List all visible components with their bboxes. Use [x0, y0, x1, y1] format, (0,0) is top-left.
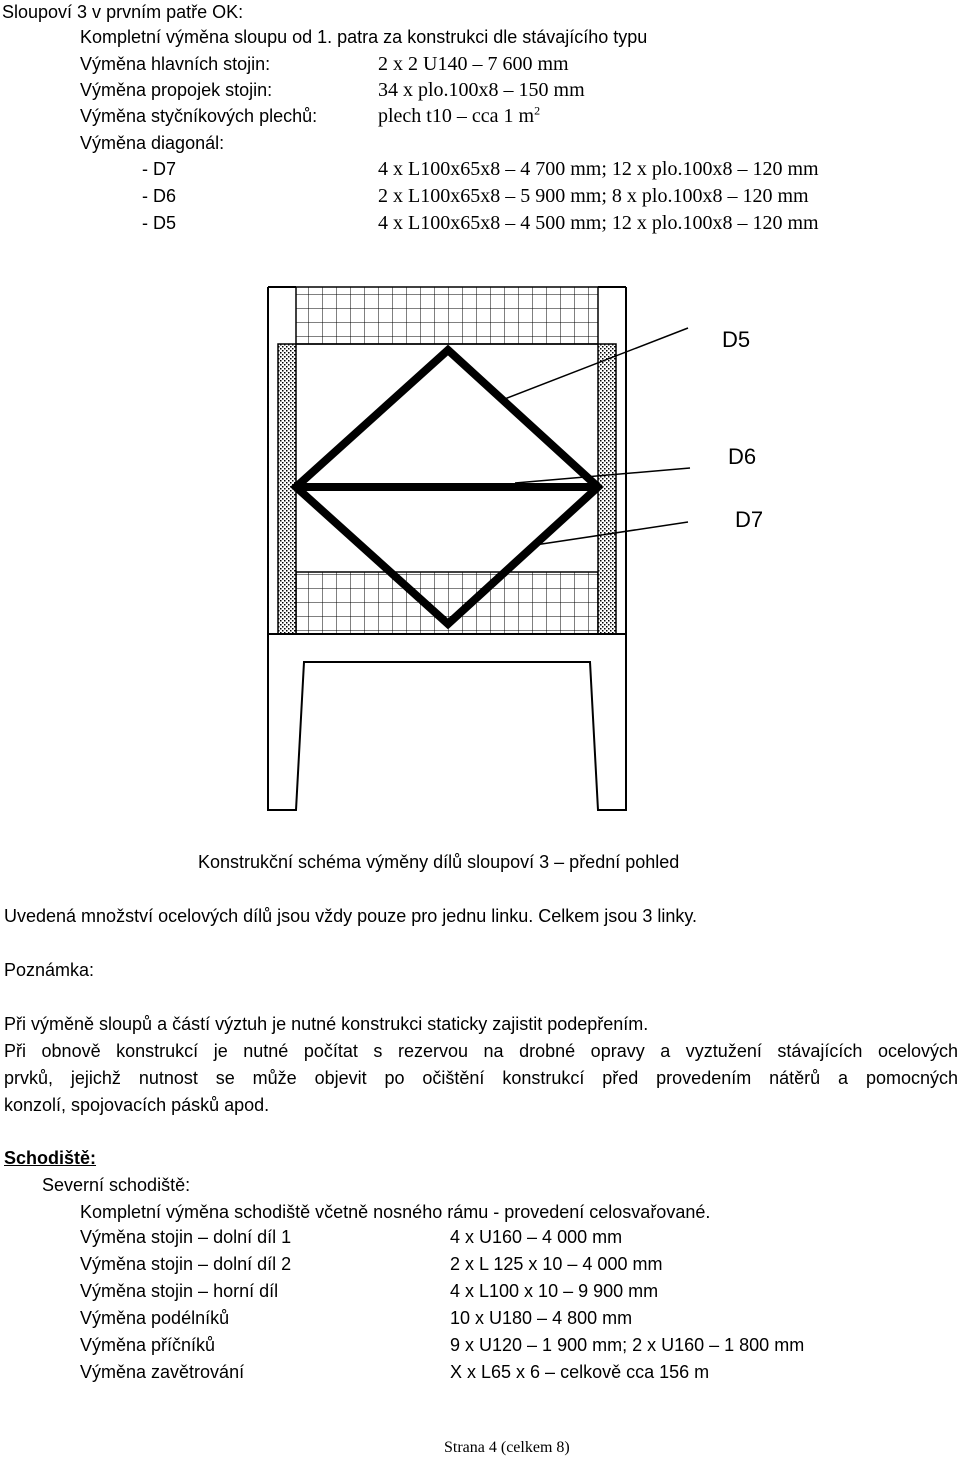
label-d7: D7 [735, 507, 764, 532]
stairs-item-value: 10 x U180 – 4 800 mm [450, 1308, 633, 1328]
stairs-item-value: 9 x U120 – 1 900 mm; 2 x U160 – 1 800 mm [450, 1335, 805, 1355]
spec-label: Výměna propojek stojin: [80, 80, 273, 100]
label-d5: D5 [722, 327, 751, 352]
diagonal-label: - D7 [142, 159, 177, 179]
stairs-item-value: 4 x L100 x 10 – 9 900 mm [450, 1281, 659, 1301]
stairs-item-value: 4 x U160 – 4 000 mm [450, 1227, 623, 1247]
diagonal-value: 4 x L100x65x8 – 4 700 mm; 12 x plo.100x8 – 120 mm [378, 158, 819, 180]
portal-frame [268, 287, 626, 810]
stairs-item-value: 2 x L 125 x 10 – 4 000 mm [450, 1254, 663, 1274]
stairs-item-label: Výměna stojin – dolní díl 1 [80, 1227, 292, 1247]
diagonal-label: - D6 [142, 186, 177, 206]
section-title: Sloupoví 3 v prvním patře OK: [2, 2, 244, 22]
diagonal-value: 4 x L100x65x8 – 4 500 mm; 12 x plo.100x8 – 120 mm [378, 212, 819, 234]
diagonal-label: - D5 [142, 213, 177, 233]
note-heading: Poznámka: [4, 960, 95, 980]
stairs-item-value: X x L65 x 6 – celkově cca 156 m [450, 1362, 710, 1382]
spec-value: 2 x 2 U140 – 7 600 mm [378, 53, 569, 75]
stairs-item-label: Výměna příčníků [80, 1335, 216, 1355]
diagonals-heading: Výměna diagonál: [80, 133, 225, 153]
diagonal-value: 2 x L100x65x8 – 5 900 mm; 8 x plo.100x8 – 120 mm [378, 185, 809, 207]
intro-line: Kompletní výměna sloupu od 1. patra za konstrukci dle stávajícího typu [80, 27, 648, 47]
spec-label: Výměna hlavních stojin: [80, 54, 271, 74]
note-text: prvků, jejichž nutnost se může objevit po očištění konstrukcí před provedením nátěrů a pomocných [4, 1068, 958, 1088]
page-number: Strana 4 (celkem 8) [444, 1439, 570, 1456]
note-text: Při výměně sloupů a částí výztuh je nutné konstrukci staticky zajistit podepřením. [4, 1014, 649, 1034]
stairs-item-label: Výměna podélníků [80, 1308, 230, 1328]
note-text: konzolí, spojovacích pásků apod. [4, 1095, 270, 1115]
label-d6: D6 [728, 444, 757, 469]
structure-diagram [0, 270, 960, 830]
diagram-caption: Konstrukční schéma výměny dílů sloupoví 3 – přední pohled [198, 852, 680, 872]
spec-value: 34 x plo.100x8 – 150 mm [378, 79, 585, 101]
upper-bracing-block [296, 287, 598, 344]
stairs-item-label: Výměna stojin – horní díl [80, 1281, 279, 1301]
stairs-heading: Schodiště: [4, 1148, 97, 1168]
stairs-intro: Kompletní výměna schodiště včetně nosného rámu - provedení celosvařované. [80, 1202, 711, 1222]
spec-value: plech t10 – cca 1 $m^2$ [378, 103, 541, 127]
spec-label: Výměna styčníkových plechů: [80, 106, 318, 126]
stairs-subheading: Severní schodiště: [42, 1175, 191, 1195]
note-text: Při obnově konstrukcí je nutné počítat s rezervou na drobné opravy a vyztužení stávajících ocelových [4, 1041, 958, 1061]
quantity-note: Uvedená množství ocelových dílů jsou vždy pouze pro jednu linku. Celkem jsou 3 linky. [4, 906, 698, 926]
stairs-item-label: Výměna stojin – dolní díl 2 [80, 1254, 292, 1274]
stairs-item-label: Výměna zavětrování [80, 1362, 245, 1382]
